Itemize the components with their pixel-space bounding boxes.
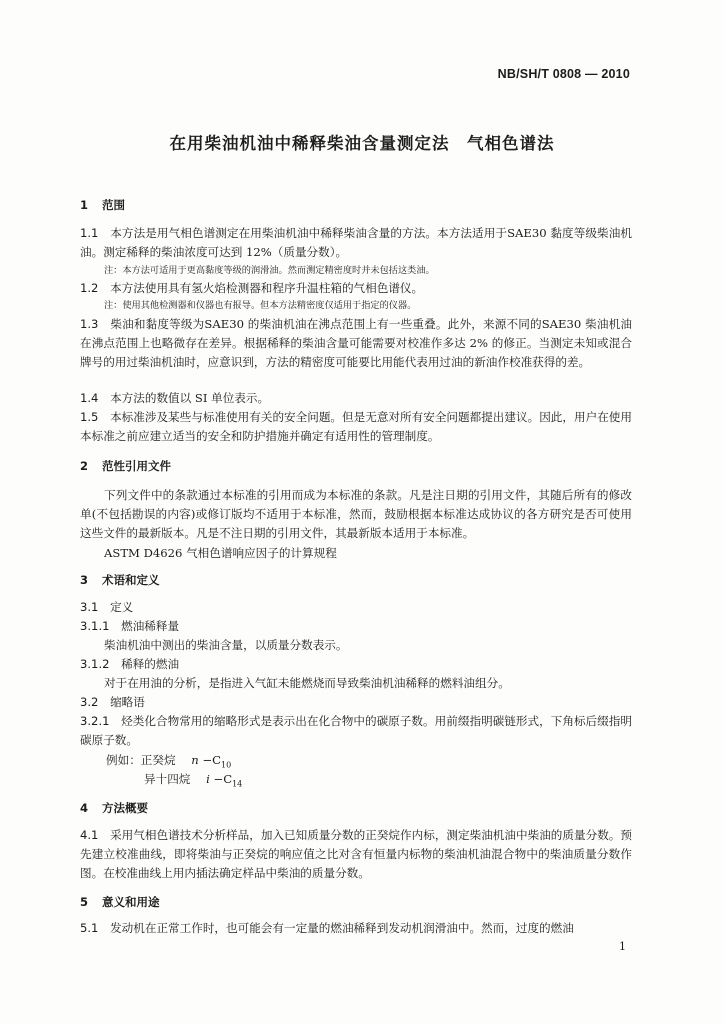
term-definition: 对于在用油的分析，是指进入气缸未能燃烧而导致柴油机油稀释的燃料油组分。 [104, 676, 510, 690]
note-2: 注：使用其他检测器和仪器也有报导。但本方法精密度仅适用于指定的仪器。 [104, 300, 417, 311]
page-number: 1 [619, 940, 626, 953]
clause-text: 发动机在正常工作时，也可能会有一定量的燃油稀释到发动机润滑油中。然而，过度的燃油 [110, 921, 574, 935]
term: 燃油稀释量 [121, 619, 180, 633]
carbon-count: 14 [232, 779, 243, 789]
clause-1-5 [80, 408, 632, 446]
section-title: 范性引用文件 [102, 459, 171, 473]
clause-number: 4.1 [80, 828, 99, 842]
dash: − [213, 772, 224, 786]
clause-1-2 [80, 279, 632, 298]
carbon-letter: C [223, 772, 233, 786]
clause-text: 烃类化合物常用的缩略形式是表示出在化合物中的碳原子数。用前缀指明碳链形式，下角标后缀指明碳原子数。 [80, 714, 632, 747]
clause-5-1 [80, 919, 632, 938]
clause-4-1 [80, 826, 632, 883]
clause-3-2-1 [80, 712, 632, 750]
carbon-letter: C [212, 753, 222, 767]
clause-number: 1.5 [80, 410, 99, 424]
clause-number: 1.1 [80, 226, 99, 240]
clause-text: 本方法使用具有氢火焰检测器和程序升温柱箱的气相色谱仪。 [110, 281, 424, 295]
clause-number: 1.3 [80, 317, 99, 331]
clause-number: 3.1.1 [80, 619, 110, 633]
clause-text: 缩略语 [110, 695, 145, 709]
note-1: 注：本方法可适用于更高黏度等级的润滑油。然而测定精密度时并未包括这类油。 [104, 265, 435, 276]
clause-text: 定义 [110, 600, 134, 614]
clause-number: 3.2 [80, 695, 99, 709]
document-title: 在用柴油机油中稀释柴油含量测定法 气相色谱法 [169, 134, 555, 153]
example-2 [144, 770, 242, 793]
clause-text: 柴油和黏度等级为SAE30 的柴油机油在沸点范围上有一些重叠。此外，来源不同的SAE30 柴油机油在沸点范围上也略微存在差异。根据稀释的柴油含量可能需要对校准作多达 2% 的修正。当测定未知或混合牌号的用过柴油机油时，应意识到，方法的精密度可能要比用能代表用过油的新油作校准获得的差。 [80, 317, 632, 369]
section-3-heading [80, 572, 160, 588]
section-2-paragraph: 下列文件中的条款通过本标准的引用而成为本标准的条款。凡是注日期的引用文件，其随后所有的修改单(不包括勘误的内容)或修订版均不适用于本标准，然而，鼓励根据本标准达成协议的各方研究是否可使用这些文件的最新版本。凡是不注日期的引用文件，其最新版本适用于本标准。 [80, 488, 632, 540]
clause-number: 3.2.1 [80, 714, 110, 728]
carbon-count: 10 [221, 760, 232, 770]
section-title: 术语和定义 [102, 573, 160, 587]
clause-3-1 [80, 598, 133, 616]
clause-number: 3.1.2 [80, 657, 110, 671]
section-number: 3 [80, 573, 89, 587]
chain-prefix: i [206, 772, 210, 786]
clause-text: 采用气相色谱技术分析样品，加入已知质量分数的正癸烷作内标，测定柴油机油中柴油的质量分数。预先建立校准曲线，即将柴油与正癸烷的响应值之比对含有恒量内标物的柴油机油混合物中的柴油质量分数作图。在校准曲线上用内插法确定样品中柴油的质量分数。 [80, 828, 632, 880]
section-number: 1 [80, 198, 89, 212]
normative-reference: ASTM D4626 气相色谱响应因子的计算规程 [104, 546, 337, 560]
section-number: 5 [80, 895, 89, 909]
dash: − [202, 753, 213, 767]
section-4-heading [80, 800, 148, 816]
clause-number: 1.4 [80, 391, 99, 405]
clause-text: 本方法的数值以 SI 单位表示。 [110, 391, 270, 405]
section-5-heading [80, 894, 160, 910]
clause-3-2 [80, 693, 145, 711]
term: 稀释的燃油 [121, 657, 180, 671]
section-1-heading [80, 197, 125, 213]
example-name: 正癸烷 [140, 753, 176, 767]
section-number: 4 [80, 801, 89, 815]
section-title: 范围 [102, 198, 125, 212]
clause-1-3 [80, 315, 632, 372]
clause-3-1-2 [80, 655, 179, 673]
clause-1-4 [80, 389, 632, 408]
clause-number: 5.1 [80, 921, 99, 935]
clause-3-1-1 [80, 617, 179, 635]
clause-number: 1.2 [80, 281, 99, 295]
example-name: 异十四烷 [144, 772, 191, 786]
section-title: 意义和用途 [102, 895, 160, 909]
clause-1-1 [80, 224, 632, 262]
section-title: 方法概要 [102, 801, 148, 815]
clause-number: 3.1 [80, 600, 99, 614]
standard-code: NB/SH/T 0808 — 2010 [497, 67, 630, 81]
clause-text: 本标准涉及某些与标准使用有关的安全问题。但是无意对所有安全问题都提出建议。因此，用户在使用本标准之前应建立适当的安全和防护措施并确定有适用性的管理制度。 [80, 410, 632, 443]
chain-prefix: n [191, 753, 199, 767]
section-number: 2 [80, 459, 89, 473]
section-2-heading [80, 458, 171, 474]
example-label: 例如： [106, 753, 141, 767]
clause-text: 本方法是用气相色谱测定在用柴油机油中稀释柴油含量的方法。本方法适用于SAE30 黏度等级柴油机油。测定稀释的柴油浓度可达到 12%（质量分数）。 [80, 226, 632, 259]
term-definition: 柴油机油中测出的柴油含量，以质量分数表示。 [104, 638, 348, 652]
